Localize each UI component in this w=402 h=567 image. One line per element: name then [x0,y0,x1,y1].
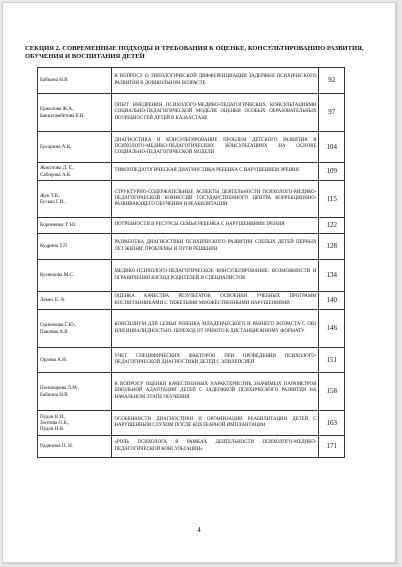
entry-authors-text: Одинокова Г.Ю., Павлова А.В. [40,322,77,335]
entry-authors [38,373,112,411]
entry-authors-text: Жакупова Д. Е., Сабирова А.К. [40,165,75,178]
entry-authors-text: Кузнецова М.С. [40,272,75,279]
section-title: СЕКЦИЯ 2. СОВРЕМЕННЫЕ ПОДХОДЫ И ТРЕБОВАНИЯ К ОЦЕНКЕ, КОНСУЛЬТИРОВАНИЮ РАЗВИТИЯ, ОБУЧЕНИЯ И ВОСПИТАНИЯ ДЕТЕЙ [25,45,364,60]
contents-row [38,310,345,348]
contents-table-body [38,68,345,458]
entry-title: ДИАГНОСТИКА И КОНСУЛЬТИРОВАНИЕ ПРОБЛЕМ ДЕТСКОГО РАЗВИТИЯ В ПСИХОЛОГО-МЕДИКО-ПЕДАГОГИЧЕСКИХ КОНСУЛЬТАЦИЯХ НА ОСНОВЕ СОЦИАЛЬНО-ПЕДАГОГИЧЕСКОЙ МОДЕЛИ [112,132,319,163]
entry-title: ОЦЕНКА КАЧЕСТВА РЕЗУЛЬТАТОВ ОСВОЕНИЯ УЧЕБНЫХ ПРОГРАММ ВОСПИТАННИКАМИ С ТЯЖЕЛЫМИ МНОЖЕСТВЕННЫМИ НАРУШЕНИЯМИ [112,292,319,310]
entry-authors [38,310,112,348]
entry-authors [38,68,112,94]
entry-authors [38,132,112,163]
entry-authors-text: Жук Т.В., Бусько Г.И., [40,192,66,205]
entry-page: 171 [319,436,345,458]
contents-table [37,67,345,458]
entry-authors-text: Корниенко Т. Ю. [40,222,77,229]
contents-row [38,436,345,458]
entry-page: 109 [319,163,345,181]
entry-page: 163 [319,411,345,436]
entry-authors [38,163,112,181]
entry-title: УЧЕТ СПЕЦИФИЧЕСКИХ ФАКТОРОВ ПРИ ПРОВЕДЕНИИ ПСИХОЛОГО-ПЕДАГОГИЧЕСКОЙ ДИАГНОСТИКИ ДЕТЕЙ С ЭПИЛЕПСИЕЙ [112,348,319,373]
entry-page: 151 [319,348,345,373]
entry-title: МЕДИКО-ПСИХОЛОГО-ПЕДАГОГИЧЕСКОЕ КОНСУЛЬТИРОВАНИЕ: ВОЗМОЖНОСТИ И ОГРАНИЧЕНИЯ ВЗГЛЯД РОДИТЕЛЕЙ И СПЕЦИАЛИСТОВ [112,260,319,292]
contents-row [38,163,345,181]
entry-authors [38,234,112,260]
entry-authors-text: Кудрина Т.П [40,243,67,250]
entry-title: РАЗРАБОТКА ДИАГНОСТИКИ ПСИХИЧЕСКОГО РАЗВИТИЯ СЛЕПЫХ ДЕТЕЙ ПЕРВЫХ ЛЕТ ЖИЗНИ: ПРОБЛЕМЫ И ПУТИ РЕШЕНИЯ [112,234,319,260]
entry-authors-text: Орлова А.Н. [40,356,68,363]
entry-title: ТИФЛОПЕДАГОГИЧЕСКАЯ ДИАГНОСТИКА РЕБЕНКА С НАРУШЕНИЕМ ЗРЕНИЯ [112,163,319,181]
contents-row [38,411,345,436]
entry-page: 134 [319,260,345,292]
entry-page: 115 [319,181,345,218]
entry-authors-text: Ерсарина А.К. [40,143,72,150]
contents-row [38,68,345,94]
entry-title: «РОЛЬ ПСИХОЛОГА В РАМКАХ ДЕЯТЕЛЬНОСТИ ПСИХОЛОГО-МЕДИКО-ПЕДАГОГИЧЕСКОЙ КОНСУЛЬТАЦИИ» [112,436,319,458]
contents-row [38,260,345,292]
entry-authors [38,260,112,292]
contents-row [38,181,345,218]
entry-page: 92 [319,68,345,94]
entry-page: 122 [319,218,345,234]
entry-title: ПОТРЕБНОСТИ И РЕСУРСЫ СЕМЬИ РЕБЕНКА С НАРУШЕНИЯМИ ЗРЕНИЯ [112,218,319,234]
entry-title: К ВОПРОСУ О ТИПОЛОГИЧЕСКОЙ ДИФФЕРЕНЦИАЦИИ ЗАДЕРЖКИ ПСИХИЧЕСКОГО РАЗВИТИЯ В ДОШКОЛЬНОМ ВОЗРАСТЕ [112,68,319,94]
contents-row [38,373,345,411]
entry-page: 104 [319,132,345,163]
entry-page: 140 [319,292,345,310]
entry-authors-text: Пономарева Л.М., Бабкина Н.В. [40,385,80,398]
entry-authors-text: Ержолова Ж.А., Бакиагамбетова Б.Н. [40,106,85,119]
entry-title: КОНСИЛИУМ ДЛЯ СЕМЬИ РЕБЕНКА МЛАДЕНЧЕСКОГО И РАННЕГО ВОЗРАСТА С ОВЗ ИЛИ ИНВАЛИДНОСТЬЮ: ПЕРЕХОД ОТ ОЧНОГО К ДИСТАНЦИОННОМУ ФОРМАТУ [112,310,319,348]
contents-row [38,234,345,260]
entry-authors-text: Пудов В.И., Зонтова О.В., Пудов Н.В. [40,413,70,433]
contents-row [38,132,345,163]
entry-title: ОПЫТ ВНЕДРЕНИЯ ПСИХОЛОГО-МЕДИКО-ПЕДАГОГИЧЕСКИХ КОНСУЛЬТАЦИЯМИ СОЦИАЛЬНО-ПЕДАГОГИЧЕСКОЙ МОДЕЛИ ОЦЕНКИ ОСОБЫХ ОБРАЗОВАТЕЛЬНЫХ ПОТРЕБНОСТЕЙ ДЕТЕЙ В КАЗАХСТАНЕ [112,94,319,132]
contents-row [38,218,345,234]
entry-authors [38,292,112,310]
entry-title: СТРУКТУРНО-СОДЕРЖАТЕЛЬНЫЕ АСПЕКТЫ ДЕЯТЕЛЬНОСТИ ПСИХОЛОГО-МЕДИКО-ПЕДАГОГИЧЕСКОЙ КОМИССИИ ГОСУДАРСТВЕННОГО ЦЕНТРА КОРРЕКЦИОННО-РАЗВИВАЮЩЕГО ОБУЧЕНИЯ И РЕАБИЛИТАЦИИ [112,181,319,218]
entry-authors-text: Бабкина Н.В [40,77,68,84]
page-number: 4 [197,526,201,534]
entry-page: 97 [319,94,345,132]
contents-row [38,94,345,132]
contents-row [38,292,345,310]
entry-authors-text: Лемех Е. А. [40,297,66,304]
document-page [2,2,396,563]
entry-authors [38,436,112,458]
entry-page: 146 [319,310,345,348]
entry-title: К ВОПРОСУ ОЦЕНКИ КАЧЕСТВЕННЫХ ХАРАКТЕРИСТИК ЗНАЧИМЫХ ПАРАМЕТРОВ ШКОЛЬНОЙ АДАПТАЦИИ ДЕТЕЙ С ЗАДЕРЖКОЙ ПСИХИЧЕСКОГО РАЗВИТИЯ НА НАЧАЛЬНОМ ЭТАПЕ ОБУЧЕНИЯ [112,373,319,411]
entry-authors [38,218,112,234]
entry-authors [38,411,112,436]
entry-authors [38,94,112,132]
entry-page: 128 [319,234,345,260]
entry-authors-text: Радионов П. Н. [40,443,74,450]
entry-authors [38,348,112,373]
entry-page: 158 [319,373,345,411]
entry-authors [38,181,112,218]
contents-row [38,348,345,373]
entry-title: ОСОБЕННОСТИ ДИАГНОСТИКИ И ОРГАНИЗАЦИИ РЕАБИЛИТАЦИИ ДЕТЕЙ С НАРУШЕННЫМ СЛУХОМ ПОСЛЕ КОХЛЕАРНОЙ ИМПЛАНТАЦИИ [112,411,319,436]
